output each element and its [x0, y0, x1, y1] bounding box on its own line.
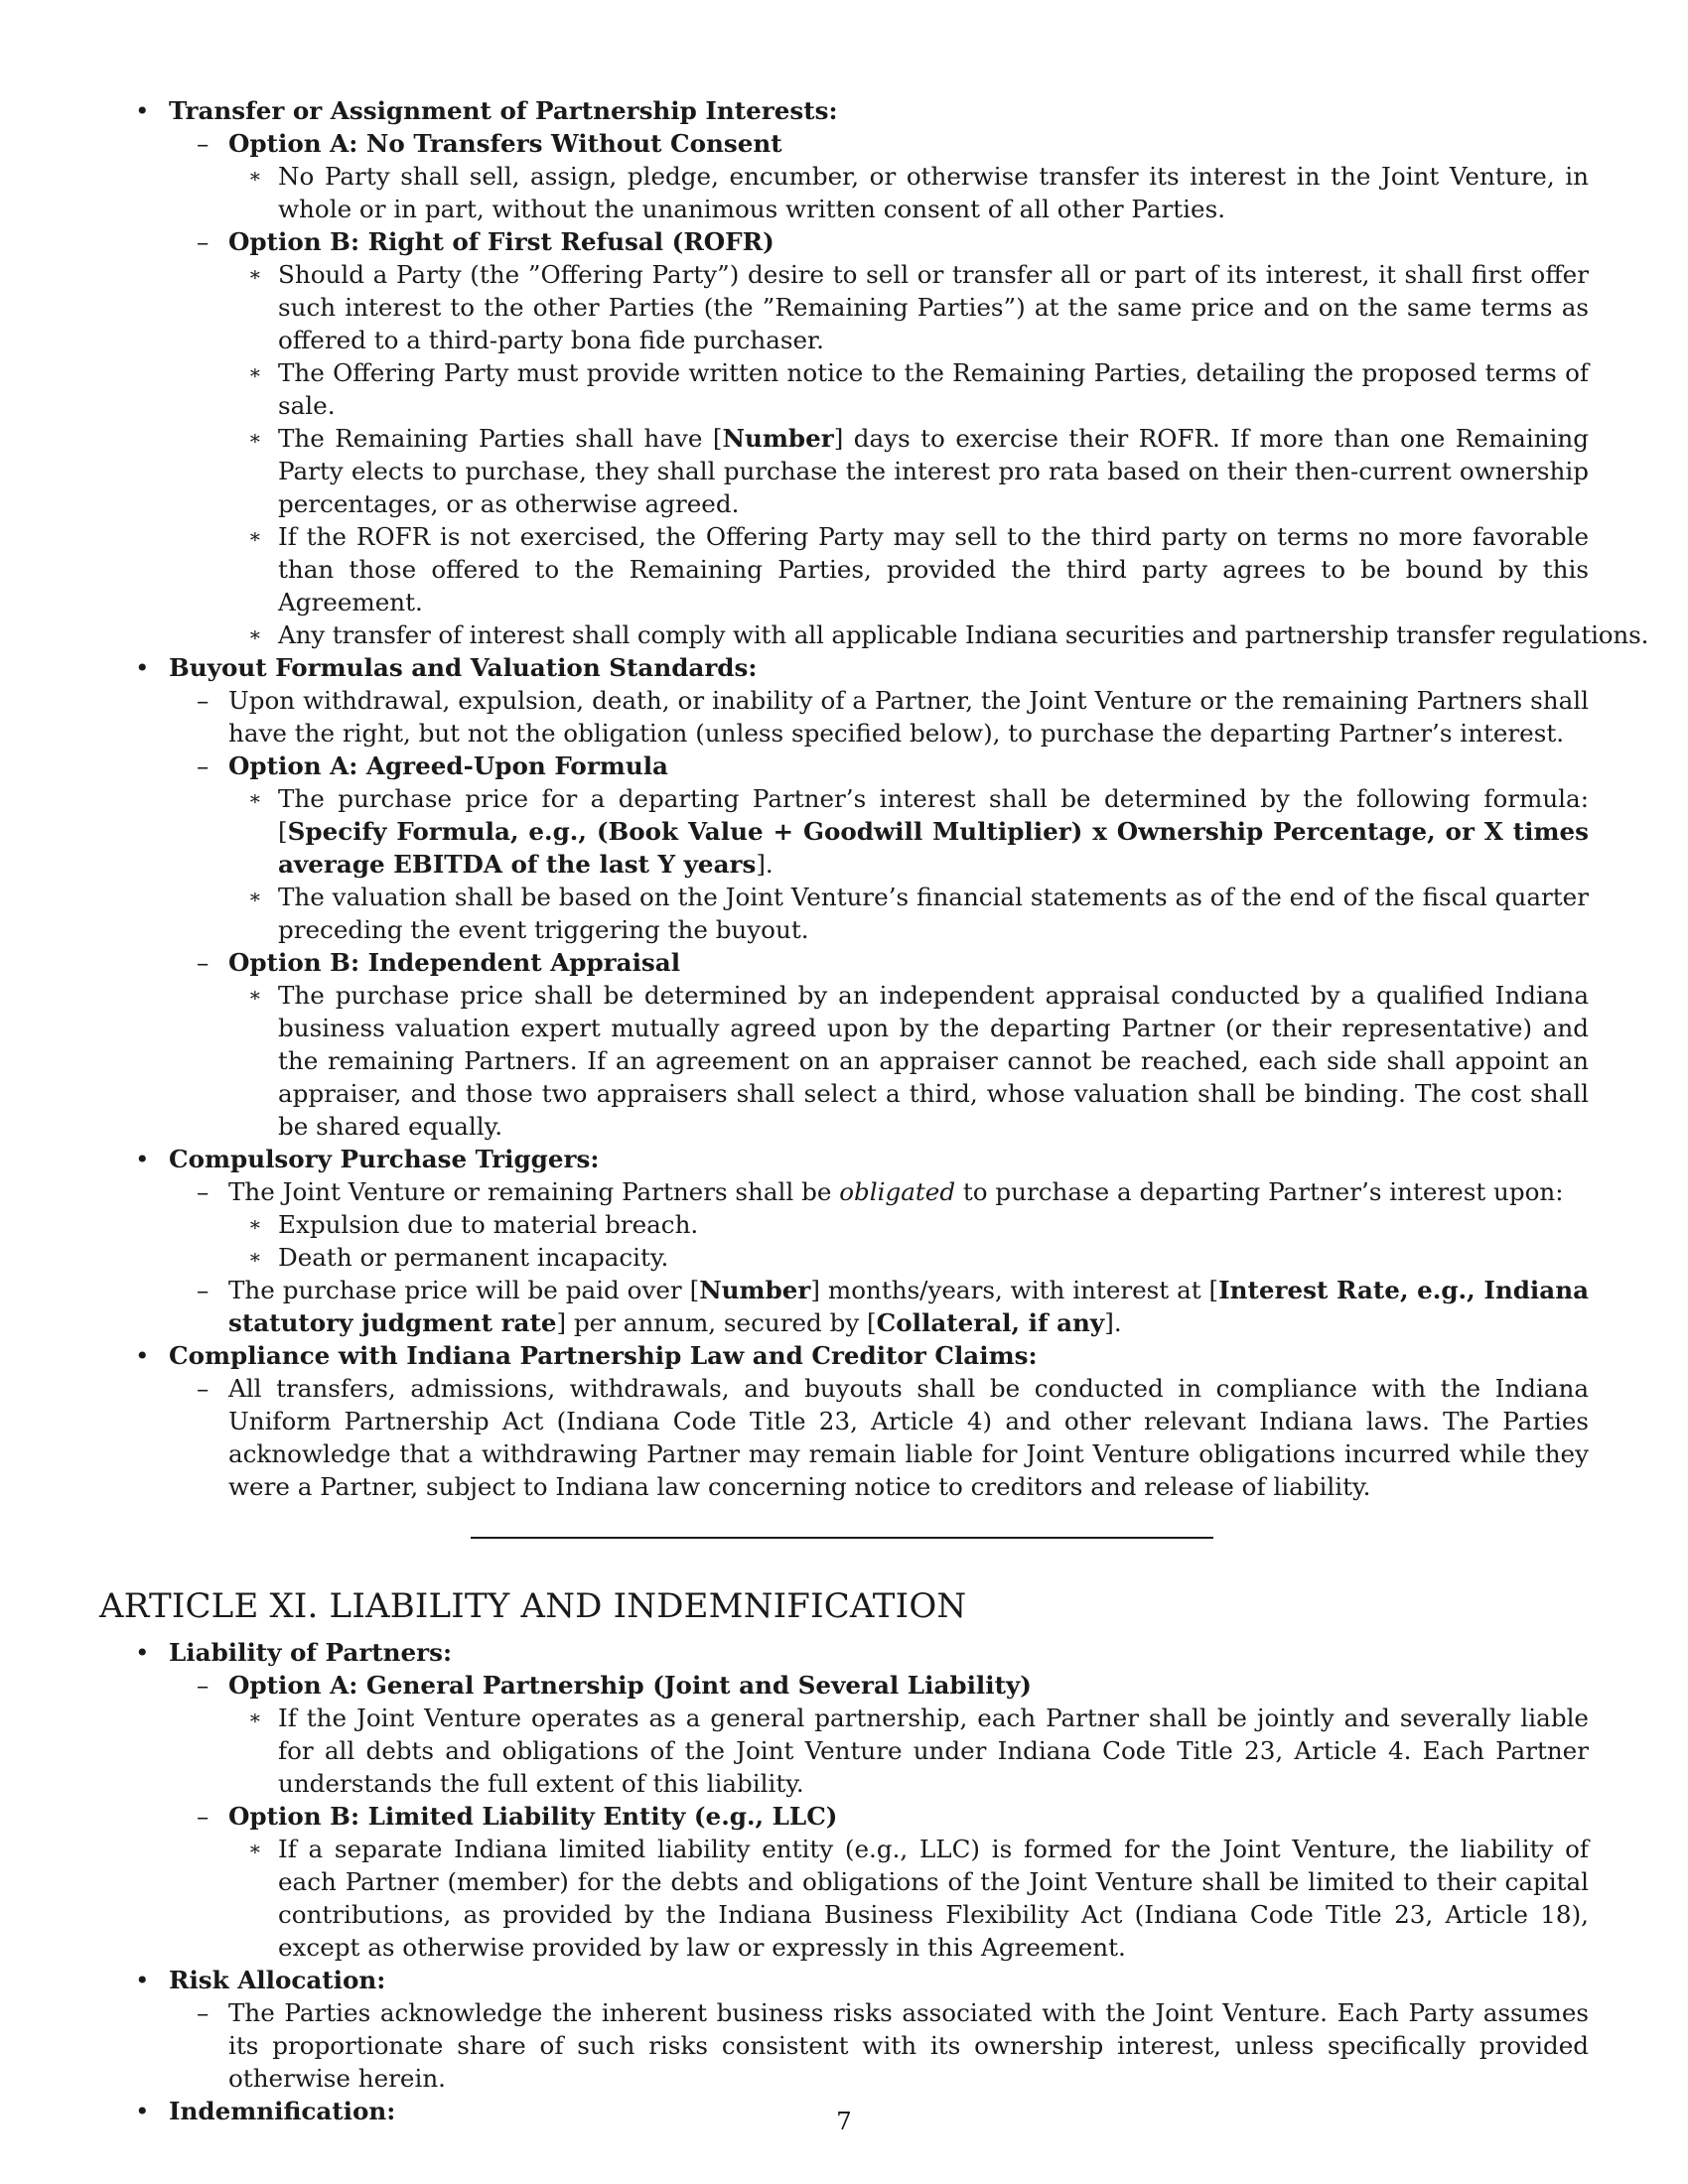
paragraph-text: Upon withdrawal, expulsion, death, or inability of a Partner, the Joint Venture or the remaining Partners shall have the right, but not the obligation (unless specified below), to purchase the departing Partner’s interest.	[228, 686, 1589, 748]
paragraph-text: If the ROFR is not exercised, the Offering Party may sell to the third party on terms no more favorable than those offered to the Remaining Parties, provided the third party agrees to be bound by this Agreement.	[278, 522, 1589, 616]
star-marker: ∗	[248, 524, 262, 548]
paragraph-text: All transfers, admissions, withdrawals, and buyouts shall be conducted in compliance with the Indiana Uniform Partnership Act (Indiana Code Title 23, Article 4) and other relevant Indiana laws. The Parties acknowledge that a withdrawing Partner may remain liable for Joint Venture obligations incurred while they were a Partner, subject to Indiana law concerning notice to creditors and release of liability.	[228, 1374, 1589, 1501]
list-item	[99, 1241, 1589, 1274]
star-marker: ∗	[248, 885, 262, 908]
article-title: ARTICLE XI. LIABILITY AND INDEMNIFICATION	[99, 1586, 967, 1626]
list-item	[99, 520, 1589, 618]
bullet-marker: •	[135, 1341, 150, 1370]
dash-marker: –	[197, 1671, 210, 1700]
dash-marker: –	[197, 948, 210, 977]
star-marker: ∗	[248, 1837, 262, 1860]
list-item-compliance	[99, 1339, 1589, 1372]
paragraph-text: No Party shall sell, assign, pledge, encumber, or otherwise transfer its interest in the Joint Venture, in whole or in part, without the unanimous written consent of all other Parties.	[278, 162, 1589, 223]
option-title: Option B: Right of First Refusal (ROFR)	[228, 227, 774, 256]
list-item	[99, 684, 1589, 750]
list-item-option	[99, 225, 1589, 258]
list-item-compulsory	[99, 1143, 1589, 1175]
paragraph-text: The Offering Party must provide written notice to the Remaining Parties, detailing the proposed terms of sale.	[278, 358, 1589, 420]
list-item-risk	[99, 1964, 1589, 1996]
paragraph-text: The valuation shall be based on the Joint Venture’s financial statements as of the end of the fiscal quarter preceding the event triggering the buyout.	[278, 883, 1589, 944]
placeholder-field: Number	[722, 424, 834, 453]
list-item	[99, 1274, 1589, 1339]
dash-marker: –	[197, 751, 210, 780]
list-item	[99, 1996, 1589, 2095]
list-item-buyout	[99, 651, 1589, 684]
list-item	[99, 782, 1589, 881]
list-item	[99, 1175, 1589, 1208]
placeholder-field: Number	[699, 1276, 811, 1304]
option-title: Option A: Agreed-Upon Formula	[228, 751, 668, 780]
list-item-transfer	[99, 94, 1589, 127]
paragraph-text: The purchase price shall be determined by an independent appraisal conducted by a qualified Indiana business valuation expert mutually agreed upon by the departing Partner (or their representative) and the remaining Partners. If an agreement on an appraiser cannot be reached, each side shall appoint an appraiser, and those two appraisers shall select a third, whose valuation shall be binding. The cost shall be shared equally.	[278, 981, 1589, 1141]
option-title: Option A: No Transfers Without Consent	[228, 129, 782, 158]
bullet-marker: •	[135, 653, 150, 682]
dash-marker: –	[197, 1998, 210, 2027]
bullet-marker: •	[135, 1966, 150, 1994]
bullet-marker: •	[135, 96, 150, 125]
paragraph-text: The Remaining Parties shall have [Number] days to exercise their ROFR. If more than one Remaining Party elects to purchase, they shall purchase the interest pro rata based on their then-current ownership percentages, or as otherwise agreed.	[278, 424, 1589, 518]
list-item	[99, 258, 1589, 356]
paragraph-text: Expulsion due to material breach.	[278, 1210, 699, 1239]
list-item-option	[99, 1800, 1589, 1833]
paragraph-text: The Parties acknowledge the inherent business risks associated with the Joint Venture. Each Party assumes its proportionate share of such risks consistent with its ownership interest, unless specifically provided otherwise herein.	[228, 1998, 1589, 2093]
list-item	[99, 979, 1589, 1143]
dash-marker: –	[197, 686, 210, 715]
list-item-option	[99, 946, 1589, 979]
list-item-option	[99, 750, 1589, 782]
star-marker: ∗	[248, 164, 262, 188]
section-heading: Compliance with Indiana Partnership Law and Creditor Claims:	[169, 1341, 1038, 1370]
placeholder-field: Collateral, if any	[876, 1308, 1105, 1337]
list-item	[99, 356, 1589, 422]
list-item	[99, 160, 1589, 225]
document-page	[99, 94, 1649, 2127]
section-heading: Buyout Formulas and Valuation Standards:	[169, 653, 758, 682]
bullet-marker: •	[135, 1145, 150, 1173]
list-item-option	[99, 1669, 1589, 1702]
paragraph-text: Should a Party (the ”Offering Party”) desire to sell or transfer all or part of its interest, it shall first offer such interest to the other Parties (the ”Remaining Parties”) at the same price and on the same terms as offered to a third-party bona fide purchaser.	[278, 260, 1589, 354]
list-item	[99, 1208, 1589, 1241]
paragraph-text: If a separate Indiana limited liability entity (e.g., LLC) is formed for the Joint Venture, the liability of each Partner (member) for the debts and obligations of the Joint Venture shall be limited to their capital contributions, as provided by the Indiana Business Flexibility Act (Indiana Code Title 23, Article 18), except as otherwise provided by law or expressly in this Agreement.	[278, 1835, 1589, 1962]
horizontal-rule	[471, 1537, 1213, 1539]
section-heading: Risk Allocation:	[169, 1966, 386, 1994]
dash-marker: –	[197, 1374, 210, 1403]
dash-marker: –	[197, 227, 210, 256]
section-heading: Indemnification:	[169, 2097, 396, 2125]
list-item-option	[99, 127, 1589, 160]
star-marker: ∗	[248, 1245, 262, 1269]
placeholder-field: Interest Rate, e.g., Indiana statutory judgment rate	[228, 1276, 1590, 1337]
option-title: Option B: Limited Liability Entity (e.g., LLC)	[228, 1802, 838, 1831]
dash-marker: –	[197, 129, 210, 158]
star-marker: ∗	[248, 622, 262, 646]
paragraph-text: The Joint Venture or remaining Partners shall be obligated to purchase a departing Partner’s interest upon:	[228, 1177, 1564, 1206]
section-heading: Liability of Partners:	[169, 1638, 453, 1667]
list-item-liability	[99, 1636, 1589, 1669]
paragraph-text: The purchase price for a departing Partner’s interest shall be determined by the following formula: [Specify Formula, e.g., (Book Value + Goodwill Multiplier) x Ownership Percentage, or X times average EBITDA of the last Y years].	[278, 784, 1589, 879]
dash-marker: –	[197, 1276, 210, 1304]
page-number: 7	[836, 2107, 852, 2135]
bullet-marker: •	[135, 1638, 150, 1667]
placeholder-field: Specify Formula, e.g., (Book Value + Goodwill Multiplier) x Ownership Percentage, or X times average EBITDA of the last Y years	[278, 817, 1589, 879]
star-marker: ∗	[248, 1706, 262, 1729]
list-item	[99, 1702, 1589, 1800]
list-item	[99, 1833, 1589, 1964]
star-marker: ∗	[248, 1212, 262, 1236]
paragraph-text: Any transfer of interest shall comply with all applicable Indiana securities and partnership transfer regulations.	[278, 620, 1649, 649]
star-marker: ∗	[248, 786, 262, 810]
paragraph-text: Death or permanent incapacity.	[278, 1243, 669, 1272]
list-item	[99, 881, 1589, 946]
star-marker: ∗	[248, 262, 262, 286]
option-title: Option A: General Partnership (Joint and Several Liability)	[228, 1671, 1032, 1700]
section-heading: Compulsory Purchase Triggers:	[169, 1145, 600, 1173]
star-marker: ∗	[248, 983, 262, 1007]
dash-marker: –	[197, 1177, 210, 1206]
list-item	[99, 422, 1589, 520]
bullet-marker: •	[135, 2097, 150, 2125]
option-title: Option B: Independent Appraisal	[228, 948, 681, 977]
star-marker: ∗	[248, 360, 262, 384]
list-item	[99, 618, 1649, 651]
emphasis: obligated	[839, 1177, 956, 1206]
list-item	[99, 1372, 1589, 1503]
star-marker: ∗	[248, 426, 262, 450]
divider-wrap	[99, 1503, 1589, 1576]
dash-marker: –	[197, 1802, 210, 1831]
paragraph-text: The purchase price will be paid over [Number] months/years, with interest at [Interest Rate, e.g., Indiana statutory judgment rate] per annum, secured by [Collateral, if any].	[228, 1276, 1590, 1337]
paragraph-text: If the Joint Venture operates as a general partnership, each Partner shall be jointly and severally liable for all debts and obligations of the Joint Venture under Indiana Code Title 23, Article 4. Each Partner understands the full extent of this liability.	[278, 1704, 1589, 1798]
section-heading: Transfer or Assignment of Partnership Interests:	[169, 96, 838, 125]
